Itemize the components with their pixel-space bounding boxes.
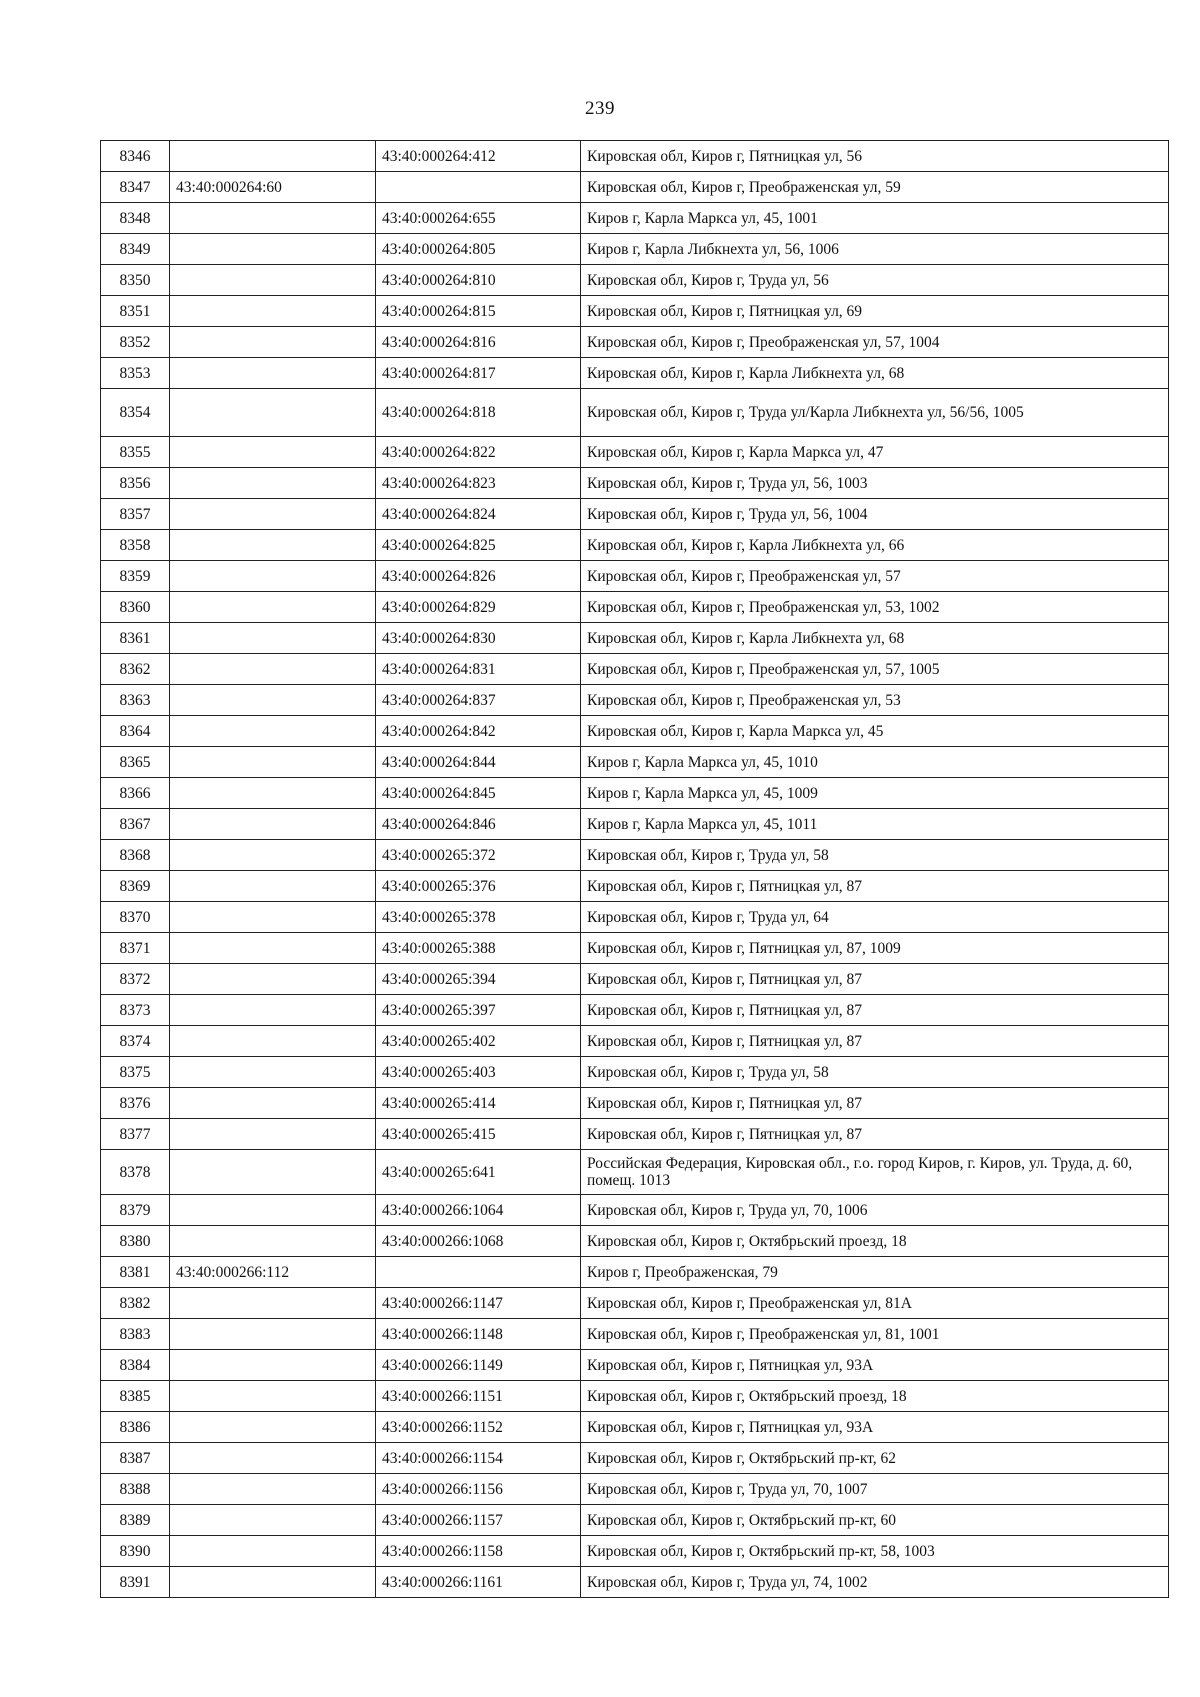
parcel-cadastral-number-cell (170, 871, 376, 902)
parcel-cadastral-number-cell (170, 530, 376, 561)
object-cadastral-number-cell: 43:40:000264:845 (376, 778, 581, 809)
object-cadastral-number-cell: 43:40:000266:1147 (376, 1288, 581, 1319)
object-cadastral-number-cell: 43:40:000264:830 (376, 623, 581, 654)
row-number-cell: 8354 (101, 389, 170, 437)
row-number-cell: 8391 (101, 1567, 170, 1598)
table-row (101, 1381, 1169, 1412)
table-row (101, 530, 1169, 561)
address-cell: Кировская обл, Киров г, Преображенская ул, 57 (581, 561, 1169, 592)
row-number-cell: 8356 (101, 468, 170, 499)
parcel-cadastral-number-cell (170, 1288, 376, 1319)
object-cadastral-number-cell: 43:40:000264:837 (376, 685, 581, 716)
table-row (101, 203, 1169, 234)
address-cell: Кировская обл, Киров г, Преображенская ул, 57, 1004 (581, 327, 1169, 358)
address-cell: Кировская обл, Киров г, Преображенская ул, 81, 1001 (581, 1319, 1169, 1350)
row-number-cell: 8371 (101, 933, 170, 964)
row-number-cell: 8347 (101, 172, 170, 203)
address-cell: Кировская обл, Киров г, Пятницкая ул, 87 (581, 1119, 1169, 1150)
table-row (101, 327, 1169, 358)
address-cell: Кировская обл, Киров г, Пятницкая ул, 87 (581, 871, 1169, 902)
address-cell: Кировская обл, Киров г, Труда ул/Карла Либкнехта ул, 56/56, 1005 (581, 389, 1169, 437)
address-cell: Кировская обл, Киров г, Пятницкая ул, 87 (581, 1026, 1169, 1057)
address-cell: Кировская обл, Киров г, Октябрьский пр-кт, 58, 1003 (581, 1536, 1169, 1567)
row-number-cell: 8368 (101, 840, 170, 871)
table-row (101, 1119, 1169, 1150)
table-row (101, 902, 1169, 933)
address-cell: Российская Федерация, Кировская обл., г.о. город Киров, г. Киров, ул. Труда, д. 60, помещ. 1013 (581, 1150, 1169, 1195)
row-number-cell: 8384 (101, 1350, 170, 1381)
table-row (101, 1226, 1169, 1257)
row-number-cell: 8353 (101, 358, 170, 389)
parcel-cadastral-number-cell (170, 1226, 376, 1257)
address-cell: Кировская обл, Киров г, Карла Маркса ул, 45 (581, 716, 1169, 747)
row-number-cell: 8386 (101, 1412, 170, 1443)
row-number-cell: 8359 (101, 561, 170, 592)
object-cadastral-number-cell: 43:40:000264:655 (376, 203, 581, 234)
row-number-cell: 8360 (101, 592, 170, 623)
parcel-cadastral-number-cell (170, 747, 376, 778)
object-cadastral-number-cell: 43:40:000265:397 (376, 995, 581, 1026)
row-number-cell: 8357 (101, 499, 170, 530)
parcel-cadastral-number-cell (170, 1088, 376, 1119)
parcel-cadastral-number-cell (170, 716, 376, 747)
page-number: 239 (585, 98, 615, 119)
parcel-cadastral-number-cell (170, 468, 376, 499)
object-cadastral-number-cell: 43:40:000264:825 (376, 530, 581, 561)
address-cell: Кировская обл, Киров г, Пятницкая ул, 69 (581, 296, 1169, 327)
address-cell: Киров г, Карла Маркса ул, 45, 1009 (581, 778, 1169, 809)
address-cell: Кировская обл, Киров г, Карла Маркса ул, 47 (581, 437, 1169, 468)
address-cell: Кировская обл, Киров г, Преображенская ул, 59 (581, 172, 1169, 203)
object-cadastral-number-cell: 43:40:000266:1154 (376, 1443, 581, 1474)
table-row (101, 1088, 1169, 1119)
address-cell: Кировская обл, Киров г, Пятницкая ул, 87 (581, 1088, 1169, 1119)
address-cell: Кировская обл, Киров г, Преображенская ул, 57, 1005 (581, 654, 1169, 685)
address-cell: Кировская обл, Киров г, Пятницкая ул, 93А (581, 1412, 1169, 1443)
table-row (101, 871, 1169, 902)
parcel-cadastral-number-cell (170, 499, 376, 530)
table-row (101, 623, 1169, 654)
parcel-cadastral-number-cell (170, 1567, 376, 1598)
object-cadastral-number-cell: 43:40:000264:829 (376, 592, 581, 623)
row-number-cell: 8387 (101, 1443, 170, 1474)
object-cadastral-number-cell: 43:40:000266:1148 (376, 1319, 581, 1350)
address-cell: Кировская обл, Киров г, Труда ул, 58 (581, 1057, 1169, 1088)
address-cell: Кировская обл, Киров г, Труда ул, 56 (581, 265, 1169, 296)
table-row (101, 840, 1169, 871)
address-cell: Киров г, Преображенская, 79 (581, 1257, 1169, 1288)
parcel-cadastral-number-cell (170, 964, 376, 995)
table-row (101, 778, 1169, 809)
table-row (101, 265, 1169, 296)
row-number-cell: 8379 (101, 1195, 170, 1226)
row-number-cell: 8382 (101, 1288, 170, 1319)
parcel-cadastral-number-cell (170, 840, 376, 871)
address-cell: Кировская обл, Киров г, Октябрьский пр-кт, 62 (581, 1443, 1169, 1474)
row-number-cell: 8378 (101, 1150, 170, 1195)
address-cell: Кировская обл, Киров г, Труда ул, 70, 1006 (581, 1195, 1169, 1226)
table-row (101, 1288, 1169, 1319)
table-row (101, 1150, 1169, 1195)
row-number-cell: 8390 (101, 1536, 170, 1567)
row-number-cell: 8372 (101, 964, 170, 995)
object-cadastral-number-cell: 43:40:000265:376 (376, 871, 581, 902)
address-cell: Кировская обл, Киров г, Труда ул, 56, 1004 (581, 499, 1169, 530)
parcel-cadastral-number-cell (170, 1505, 376, 1536)
table-row (101, 141, 1169, 172)
object-cadastral-number-cell: 43:40:000265:402 (376, 1026, 581, 1057)
parcel-cadastral-number-cell (170, 1119, 376, 1150)
object-cadastral-number-cell: 43:40:000266:1161 (376, 1567, 581, 1598)
row-number-cell: 8364 (101, 716, 170, 747)
table-row (101, 1319, 1169, 1350)
table-row (101, 1026, 1169, 1057)
object-cadastral-number-cell: 43:40:000266:1152 (376, 1412, 581, 1443)
parcel-cadastral-number-cell (170, 1195, 376, 1226)
object-cadastral-number-cell: 43:40:000265:415 (376, 1119, 581, 1150)
address-cell: Киров г, Карла Маркса ул, 45, 1011 (581, 809, 1169, 840)
row-number-cell: 8355 (101, 437, 170, 468)
object-cadastral-number-cell (376, 1257, 581, 1288)
row-number-cell: 8365 (101, 747, 170, 778)
address-cell: Кировская обл, Киров г, Пятницкая ул, 87, 1009 (581, 933, 1169, 964)
object-cadastral-number-cell: 43:40:000266:1157 (376, 1505, 581, 1536)
row-number-cell: 8350 (101, 265, 170, 296)
object-cadastral-number-cell: 43:40:000265:378 (376, 902, 581, 933)
object-cadastral-number-cell (376, 172, 581, 203)
parcel-cadastral-number-cell (170, 1381, 376, 1412)
parcel-cadastral-number-cell (170, 437, 376, 468)
address-cell: Кировская обл, Киров г, Пятницкая ул, 87 (581, 995, 1169, 1026)
registry-table (100, 140, 1169, 1598)
table-row (101, 747, 1169, 778)
table-row (101, 468, 1169, 499)
object-cadastral-number-cell: 43:40:000265:394 (376, 964, 581, 995)
address-cell: Кировская обл, Киров г, Пятницкая ул, 87 (581, 964, 1169, 995)
object-cadastral-number-cell: 43:40:000264:412 (376, 141, 581, 172)
object-cadastral-number-cell: 43:40:000264:815 (376, 296, 581, 327)
object-cadastral-number-cell: 43:40:000266:1064 (376, 1195, 581, 1226)
row-number-cell: 8363 (101, 685, 170, 716)
object-cadastral-number-cell: 43:40:000265:414 (376, 1088, 581, 1119)
registry-table-body (101, 141, 1169, 1598)
table-row (101, 809, 1169, 840)
row-number-cell: 8381 (101, 1257, 170, 1288)
parcel-cadastral-number-cell (170, 685, 376, 716)
object-cadastral-number-cell: 43:40:000264:816 (376, 327, 581, 358)
address-cell: Киров г, Карла Маркса ул, 45, 1001 (581, 203, 1169, 234)
table-row (101, 964, 1169, 995)
table-row (101, 358, 1169, 389)
row-number-cell: 8376 (101, 1088, 170, 1119)
object-cadastral-number-cell: 43:40:000264:817 (376, 358, 581, 389)
parcel-cadastral-number-cell (170, 265, 376, 296)
row-number-cell: 8349 (101, 234, 170, 265)
parcel-cadastral-number-cell (170, 358, 376, 389)
object-cadastral-number-cell: 43:40:000265:388 (376, 933, 581, 964)
parcel-cadastral-number-cell: 43:40:000264:60 (170, 172, 376, 203)
row-number-cell: 8351 (101, 296, 170, 327)
address-cell: Кировская обл, Киров г, Пятницкая ул, 56 (581, 141, 1169, 172)
row-number-cell: 8358 (101, 530, 170, 561)
address-cell: Киров г, Карла Маркса ул, 45, 1010 (581, 747, 1169, 778)
object-cadastral-number-cell: 43:40:000264:805 (376, 234, 581, 265)
address-cell: Кировская обл, Киров г, Октябрьский проезд, 18 (581, 1226, 1169, 1257)
parcel-cadastral-number-cell (170, 1319, 376, 1350)
table-row (101, 1057, 1169, 1088)
object-cadastral-number-cell: 43:40:000266:1158 (376, 1536, 581, 1567)
address-cell: Кировская обл, Киров г, Труда ул, 74, 1002 (581, 1567, 1169, 1598)
parcel-cadastral-number-cell (170, 203, 376, 234)
parcel-cadastral-number-cell (170, 141, 376, 172)
table-row (101, 933, 1169, 964)
row-number-cell: 8369 (101, 871, 170, 902)
object-cadastral-number-cell: 43:40:000265:372 (376, 840, 581, 871)
table-row (101, 1505, 1169, 1536)
parcel-cadastral-number-cell (170, 327, 376, 358)
address-cell: Киров г, Карла Либкнехта ул, 56, 1006 (581, 234, 1169, 265)
table-row (101, 437, 1169, 468)
table-row (101, 234, 1169, 265)
table-row (101, 1536, 1169, 1567)
object-cadastral-number-cell: 43:40:000264:823 (376, 468, 581, 499)
table-row (101, 995, 1169, 1026)
address-cell: Кировская обл, Киров г, Октябрьский проезд, 18 (581, 1381, 1169, 1412)
row-number-cell: 8362 (101, 654, 170, 685)
row-number-cell: 8366 (101, 778, 170, 809)
parcel-cadastral-number-cell (170, 778, 376, 809)
parcel-cadastral-number-cell (170, 296, 376, 327)
row-number-cell: 8361 (101, 623, 170, 654)
table-row (101, 389, 1169, 437)
parcel-cadastral-number-cell (170, 995, 376, 1026)
parcel-cadastral-number-cell (170, 389, 376, 437)
parcel-cadastral-number-cell (170, 592, 376, 623)
table-row (101, 1474, 1169, 1505)
object-cadastral-number-cell: 43:40:000266:1151 (376, 1381, 581, 1412)
parcel-cadastral-number-cell (170, 1474, 376, 1505)
object-cadastral-number-cell: 43:40:000264:818 (376, 389, 581, 437)
address-cell: Кировская обл, Киров г, Преображенская ул, 53, 1002 (581, 592, 1169, 623)
row-number-cell: 8352 (101, 327, 170, 358)
row-number-cell: 8346 (101, 141, 170, 172)
address-cell: Кировская обл, Киров г, Труда ул, 70, 1007 (581, 1474, 1169, 1505)
parcel-cadastral-number-cell (170, 623, 376, 654)
parcel-cadastral-number-cell (170, 654, 376, 685)
object-cadastral-number-cell: 43:40:000265:403 (376, 1057, 581, 1088)
object-cadastral-number-cell: 43:40:000264:844 (376, 747, 581, 778)
row-number-cell: 8377 (101, 1119, 170, 1150)
parcel-cadastral-number-cell (170, 933, 376, 964)
object-cadastral-number-cell: 43:40:000264:822 (376, 437, 581, 468)
row-number-cell: 8383 (101, 1319, 170, 1350)
object-cadastral-number-cell: 43:40:000265:641 (376, 1150, 581, 1195)
row-number-cell: 8348 (101, 203, 170, 234)
row-number-cell: 8389 (101, 1505, 170, 1536)
address-cell: Кировская обл, Киров г, Пятницкая ул, 93А (581, 1350, 1169, 1381)
parcel-cadastral-number-cell (170, 234, 376, 265)
row-number-cell: 8385 (101, 1381, 170, 1412)
parcel-cadastral-number-cell (170, 1057, 376, 1088)
address-cell: Кировская обл, Киров г, Преображенская ул, 53 (581, 685, 1169, 716)
table-row (101, 1195, 1169, 1226)
object-cadastral-number-cell: 43:40:000264:846 (376, 809, 581, 840)
row-number-cell: 8374 (101, 1026, 170, 1057)
parcel-cadastral-number-cell: 43:40:000266:112 (170, 1257, 376, 1288)
parcel-cadastral-number-cell (170, 1412, 376, 1443)
address-cell: Кировская обл, Киров г, Карла Либкнехта ул, 68 (581, 358, 1169, 389)
object-cadastral-number-cell: 43:40:000264:810 (376, 265, 581, 296)
table-row (101, 1412, 1169, 1443)
parcel-cadastral-number-cell (170, 1536, 376, 1567)
row-number-cell: 8380 (101, 1226, 170, 1257)
table-row (101, 654, 1169, 685)
row-number-cell: 8388 (101, 1474, 170, 1505)
table-row (101, 716, 1169, 747)
row-number-cell: 8370 (101, 902, 170, 933)
table-row (101, 1567, 1169, 1598)
parcel-cadastral-number-cell (170, 561, 376, 592)
address-cell: Кировская обл, Киров г, Труда ул, 64 (581, 902, 1169, 933)
object-cadastral-number-cell: 43:40:000264:831 (376, 654, 581, 685)
address-cell: Кировская обл, Киров г, Карла Либкнехта ул, 68 (581, 623, 1169, 654)
table-row (101, 1443, 1169, 1474)
row-number-cell: 8375 (101, 1057, 170, 1088)
parcel-cadastral-number-cell (170, 1350, 376, 1381)
parcel-cadastral-number-cell (170, 902, 376, 933)
object-cadastral-number-cell: 43:40:000264:826 (376, 561, 581, 592)
object-cadastral-number-cell: 43:40:000266:1068 (376, 1226, 581, 1257)
row-number-cell: 8367 (101, 809, 170, 840)
table-row (101, 1350, 1169, 1381)
table-row (101, 592, 1169, 623)
address-cell: Кировская обл, Киров г, Преображенская ул, 81А (581, 1288, 1169, 1319)
table-row (101, 499, 1169, 530)
address-cell: Кировская обл, Киров г, Труда ул, 56, 1003 (581, 468, 1169, 499)
object-cadastral-number-cell: 43:40:000264:842 (376, 716, 581, 747)
parcel-cadastral-number-cell (170, 1026, 376, 1057)
address-cell: Кировская обл, Киров г, Октябрьский пр-кт, 60 (581, 1505, 1169, 1536)
object-cadastral-number-cell: 43:40:000266:1149 (376, 1350, 581, 1381)
object-cadastral-number-cell: 43:40:000266:1156 (376, 1474, 581, 1505)
table-row (101, 172, 1169, 203)
table-row (101, 561, 1169, 592)
parcel-cadastral-number-cell (170, 809, 376, 840)
table-row (101, 685, 1169, 716)
parcel-cadastral-number-cell (170, 1443, 376, 1474)
row-number-cell: 8373 (101, 995, 170, 1026)
address-cell: Кировская обл, Киров г, Карла Либкнехта ул, 66 (581, 530, 1169, 561)
table-row (101, 296, 1169, 327)
object-cadastral-number-cell: 43:40:000264:824 (376, 499, 581, 530)
address-cell: Кировская обл, Киров г, Труда ул, 58 (581, 840, 1169, 871)
parcel-cadastral-number-cell (170, 1150, 376, 1195)
table-row (101, 1257, 1169, 1288)
